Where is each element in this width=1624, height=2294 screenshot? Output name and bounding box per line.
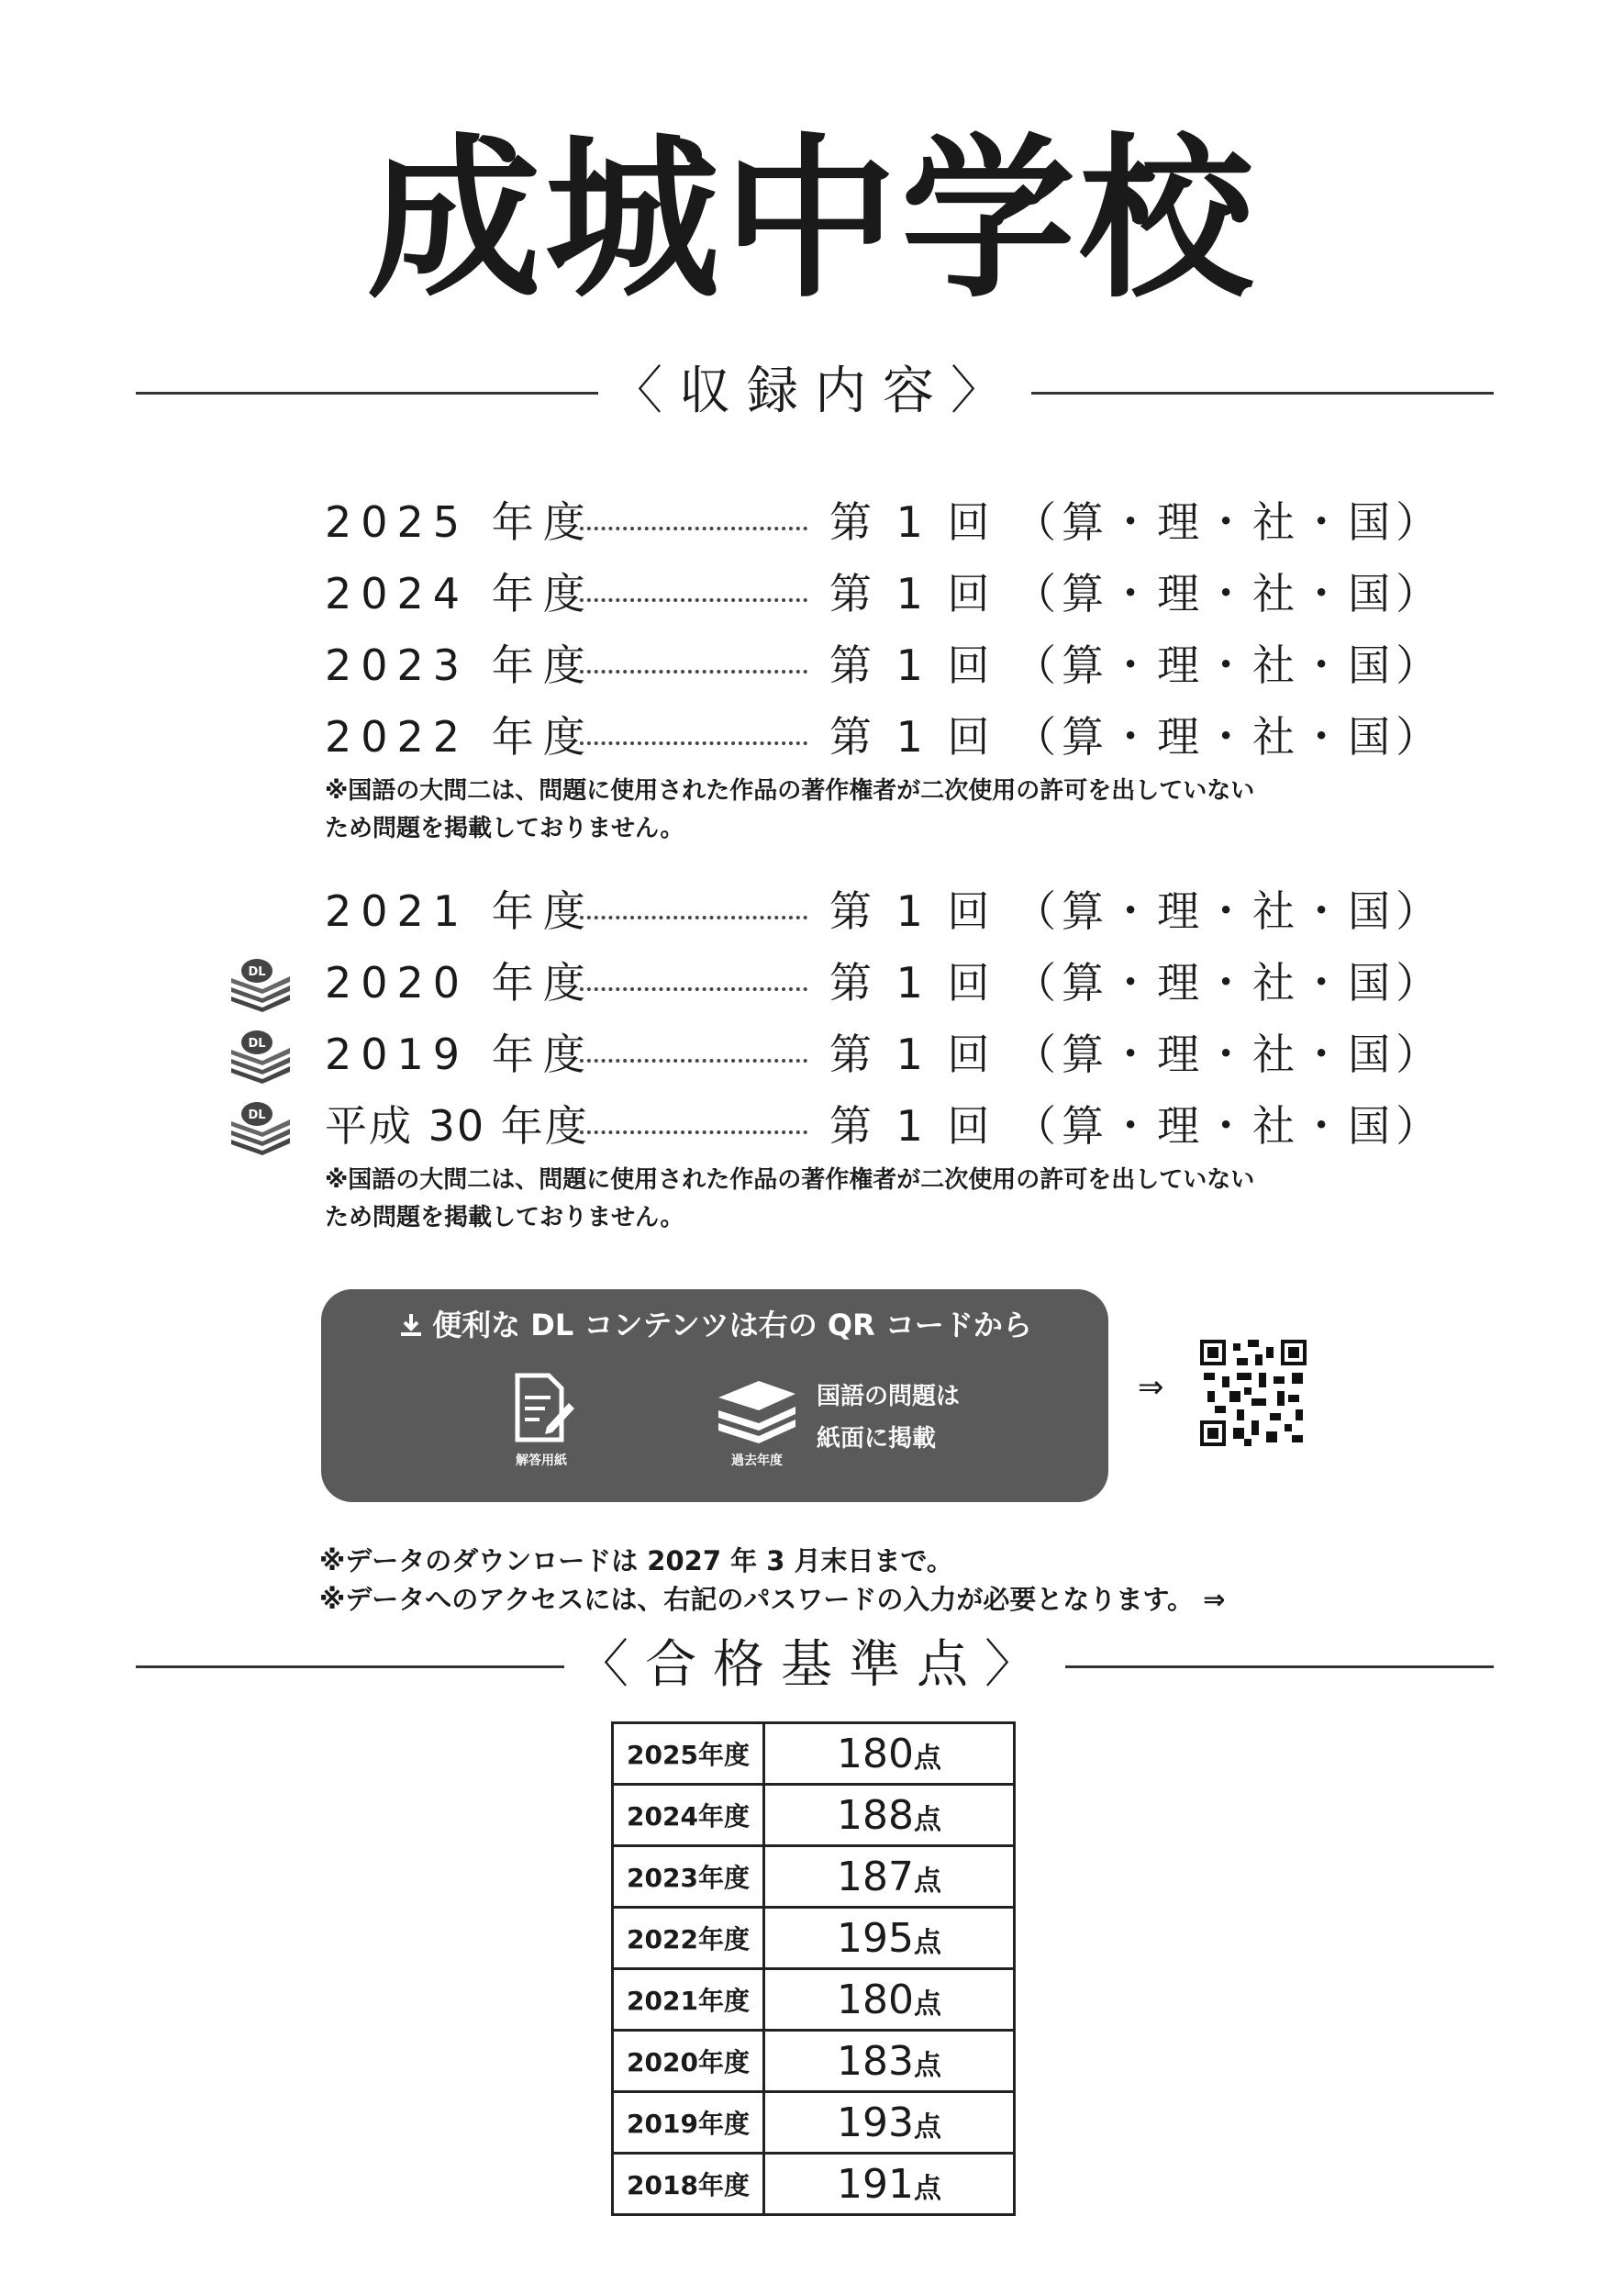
books-icon <box>711 1370 803 1445</box>
passing-score-table <box>611 1721 1016 2216</box>
download-note-line: ※データのダウンロードは 2027 年 3 月末日まで。 <box>319 1545 953 1576</box>
download-books-icon <box>226 1028 294 1085</box>
score-year: 2018年度 <box>613 2154 764 2215</box>
download-books-icon <box>226 956 294 1013</box>
score-unit: 点 <box>913 1988 941 2021</box>
dot-leader <box>580 916 807 919</box>
score-cell <box>764 2154 1015 2215</box>
note-line: ため問題を掲載しておりません。 <box>325 815 684 842</box>
contents-exam: 第 1 回 （算・理・社・国） <box>829 497 1444 547</box>
table-row <box>613 1723 1015 1785</box>
svg-text:DL: DL <box>248 1108 266 1122</box>
score-cell <box>764 1969 1015 2031</box>
score-value: 183 <box>837 2037 914 2085</box>
score-year: 2022年度 <box>613 1908 764 1969</box>
contents-row <box>211 875 1444 947</box>
contents-exam: 第 1 回 （算・理・社・国） <box>829 1101 1444 1151</box>
dot-leader <box>580 598 807 602</box>
contents-section-heading <box>136 360 1494 424</box>
score-value: 187 <box>837 1853 914 1900</box>
dot-leader <box>580 670 807 674</box>
page-title: 成城中学校 <box>366 118 1257 321</box>
score-year: 2021年度 <box>613 1969 764 2031</box>
score-cell <box>764 2031 1015 2092</box>
table-row <box>613 2031 1015 2092</box>
download-books-icon <box>226 1099 294 1156</box>
note-line: ※国語の大問二は、問題に使用された作品の著作権者が二次使用の許可を出していない <box>325 777 1255 805</box>
arrow-to-qr: ⇒ <box>1138 1369 1164 1406</box>
download-note-line: ※データへのアクセスには、右記のパスワードの入力が必要となります。 ⇒ <box>319 1584 1226 1615</box>
contents-year: 2025 年度 <box>325 497 595 547</box>
dot-leader <box>580 741 807 745</box>
contents-row <box>211 1019 1444 1090</box>
score-cell <box>764 1846 1015 1908</box>
contents-row <box>211 947 1444 1019</box>
score-year: 2024年度 <box>613 1785 764 1846</box>
table-row <box>613 1846 1015 1908</box>
score-value: 180 <box>837 1730 914 1777</box>
dl-box-heading <box>321 1302 1108 1344</box>
qr-code[interactable] <box>1200 1340 1307 1446</box>
past-years-caption: 過去年度 <box>731 1453 783 1468</box>
contents-row <box>211 701 1444 773</box>
contents-year: 2019 年度 <box>325 1030 595 1079</box>
score-year: 2019年度 <box>613 2092 764 2154</box>
contents-list <box>211 486 1444 1237</box>
score-unit: 点 <box>913 2110 941 2144</box>
dot-leader <box>580 1130 807 1134</box>
contents-exam: 第 1 回 （算・理・社・国） <box>829 569 1444 618</box>
dl-content-box <box>321 1289 1108 1502</box>
dot-leader <box>580 1059 807 1063</box>
svg-text:DL: DL <box>248 1037 266 1051</box>
score-value: 195 <box>837 1914 914 1962</box>
score-unit: 点 <box>913 2049 941 2082</box>
kokugo-note <box>817 1375 960 1460</box>
contents-year: 平成 30 年度 <box>325 1101 589 1151</box>
score-cell <box>764 1785 1015 1846</box>
score-unit: 点 <box>913 1865 941 1898</box>
score-year: 2025年度 <box>613 1723 764 1785</box>
past-years-item <box>706 1370 807 1469</box>
score-year: 2020年度 <box>613 2031 764 2092</box>
table-row <box>613 2092 1015 2154</box>
contents-year: 2021 年度 <box>325 886 595 936</box>
table-row <box>613 1908 1015 1969</box>
contents-exam: 第 1 回 （算・理・社・国） <box>829 886 1444 936</box>
copyright-note <box>325 773 1371 848</box>
contents-row <box>211 486 1444 558</box>
answer-sheet-icon <box>505 1370 578 1445</box>
answer-sheet-item <box>495 1370 587 1469</box>
note-line: ※国語の大問二は、問題に使用された作品の著作権者が二次使用の許可を出していない <box>325 1166 1255 1194</box>
score-unit: 点 <box>913 1742 941 1775</box>
contents-exam: 第 1 回 （算・理・社・国） <box>829 640 1444 690</box>
dot-leader <box>580 987 807 991</box>
scores-section-heading <box>136 1633 1494 1698</box>
contents-exam: 第 1 回 （算・理・社・国） <box>829 712 1444 762</box>
dl-box-heading-text: 便利な DL コンテンツは右の QR コードから <box>432 1308 1032 1342</box>
contents-year: 2022 年度 <box>325 712 595 762</box>
download-icon <box>397 1311 425 1339</box>
score-value: 180 <box>837 1976 914 2023</box>
contents-exam: 第 1 回 （算・理・社・国） <box>829 958 1444 1008</box>
contents-row <box>211 1090 1444 1162</box>
score-value: 191 <box>837 2160 914 2208</box>
contents-exam: 第 1 回 （算・理・社・国） <box>829 1030 1444 1079</box>
score-cell <box>764 1723 1015 1785</box>
kokugo-line: 国語の問題は <box>817 1383 961 1410</box>
dot-leader <box>580 527 807 530</box>
svg-text:DL: DL <box>248 965 266 979</box>
score-value: 188 <box>837 1791 914 1839</box>
contents-year: 2023 年度 <box>325 640 595 690</box>
scores-heading-label: 〈合格基準点〉 <box>564 1633 1065 1698</box>
contents-row <box>211 629 1444 701</box>
score-cell <box>764 1908 1015 1969</box>
note-line: ため問題を掲載しておりません。 <box>325 1204 684 1231</box>
score-unit: 点 <box>913 2172 941 2205</box>
score-unit: 点 <box>913 1803 941 1836</box>
contents-heading-label: 〈収録内容〉 <box>598 360 1031 424</box>
table-row <box>613 2154 1015 2215</box>
contents-row <box>211 558 1444 629</box>
answer-sheet-caption: 解答用紙 <box>516 1453 567 1468</box>
score-unit: 点 <box>913 1926 941 1959</box>
kokugo-line: 紙面に掲載 <box>817 1425 937 1453</box>
score-cell <box>764 2092 1015 2154</box>
score-value: 193 <box>837 2099 914 2146</box>
score-year: 2023年度 <box>613 1846 764 1908</box>
table-row <box>613 1785 1015 1846</box>
copyright-note <box>325 1162 1371 1237</box>
contents-year: 2024 年度 <box>325 569 595 618</box>
download-notes <box>319 1542 1225 1619</box>
table-row <box>613 1969 1015 2031</box>
contents-year: 2020 年度 <box>325 958 595 1008</box>
